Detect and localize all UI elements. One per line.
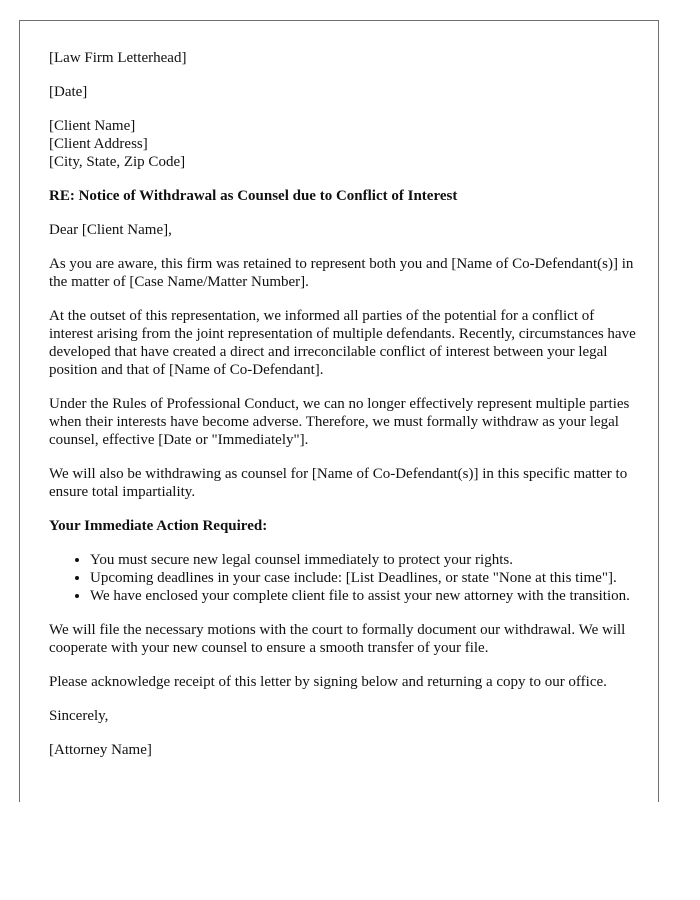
action-list — [49, 551, 639, 605]
letter-body — [49, 49, 639, 775]
client-address-block — [49, 117, 639, 171]
subject-line: RE: Notice of Withdrawal as Counsel due to Conflict of Interest — [49, 188, 458, 204]
action-list-item: • Upcoming deadlines in your case include: [List Deadlines, or state "None at this time"]. — [90, 569, 639, 587]
letter-page — [19, 20, 659, 802]
client-name: [Client Name] — [49, 118, 136, 134]
action-list-item: • You must secure new legal counsel immediately to protect your rights. — [90, 551, 639, 569]
letterhead: [Law Firm Letterhead] — [49, 50, 187, 66]
closing-paragraph: We will file the necessary motions with the court to formally document our withdrawal. We will cooperate with your new counsel to ensure a smooth transfer of your file. — [49, 622, 626, 656]
action-heading: Your Immediate Action Required: — [49, 518, 268, 534]
client-address: [Client Address] — [49, 136, 148, 152]
action-list-item: • We have enclosed your complete client file to assist your new attorney with the transition. — [90, 587, 639, 605]
body-paragraph: At the outset of this representation, we informed all parties of the potential for a conflict of interest arising from the joint representation of multiple defendants. Recently, circumstances have developed that have created a direct and irreconcilable conflict of interest between your legal position and that of [Name of Co-Defendant]. — [49, 308, 636, 378]
letter-date: [Date] — [49, 84, 88, 100]
client-city-state-zip: [City, State, Zip Code] — [49, 154, 186, 170]
body-paragraph: We will also be withdrawing as counsel for [Name of Co-Defendant(s)] in this specific matter to ensure total impartiality. — [49, 466, 628, 500]
salutation: Dear [Client Name], — [49, 222, 172, 238]
body-paragraph: As you are aware, this firm was retained to represent both you and [Name of Co-Defendant(s)] in the matter of [Case Name/Matter Number]. — [49, 256, 634, 290]
sign-off: Sincerely, — [49, 708, 109, 724]
closing-paragraph: Please acknowledge receipt of this letter by signing below and returning a copy to our office. — [49, 674, 607, 690]
signature-name: [Attorney Name] — [49, 742, 152, 758]
body-paragraph: Under the Rules of Professional Conduct, we can no longer effectively represent multiple parties when their interests have become adverse. Therefore, we must formally withdraw as your legal counsel, effective [Date or "Immediately"]. — [49, 396, 630, 448]
